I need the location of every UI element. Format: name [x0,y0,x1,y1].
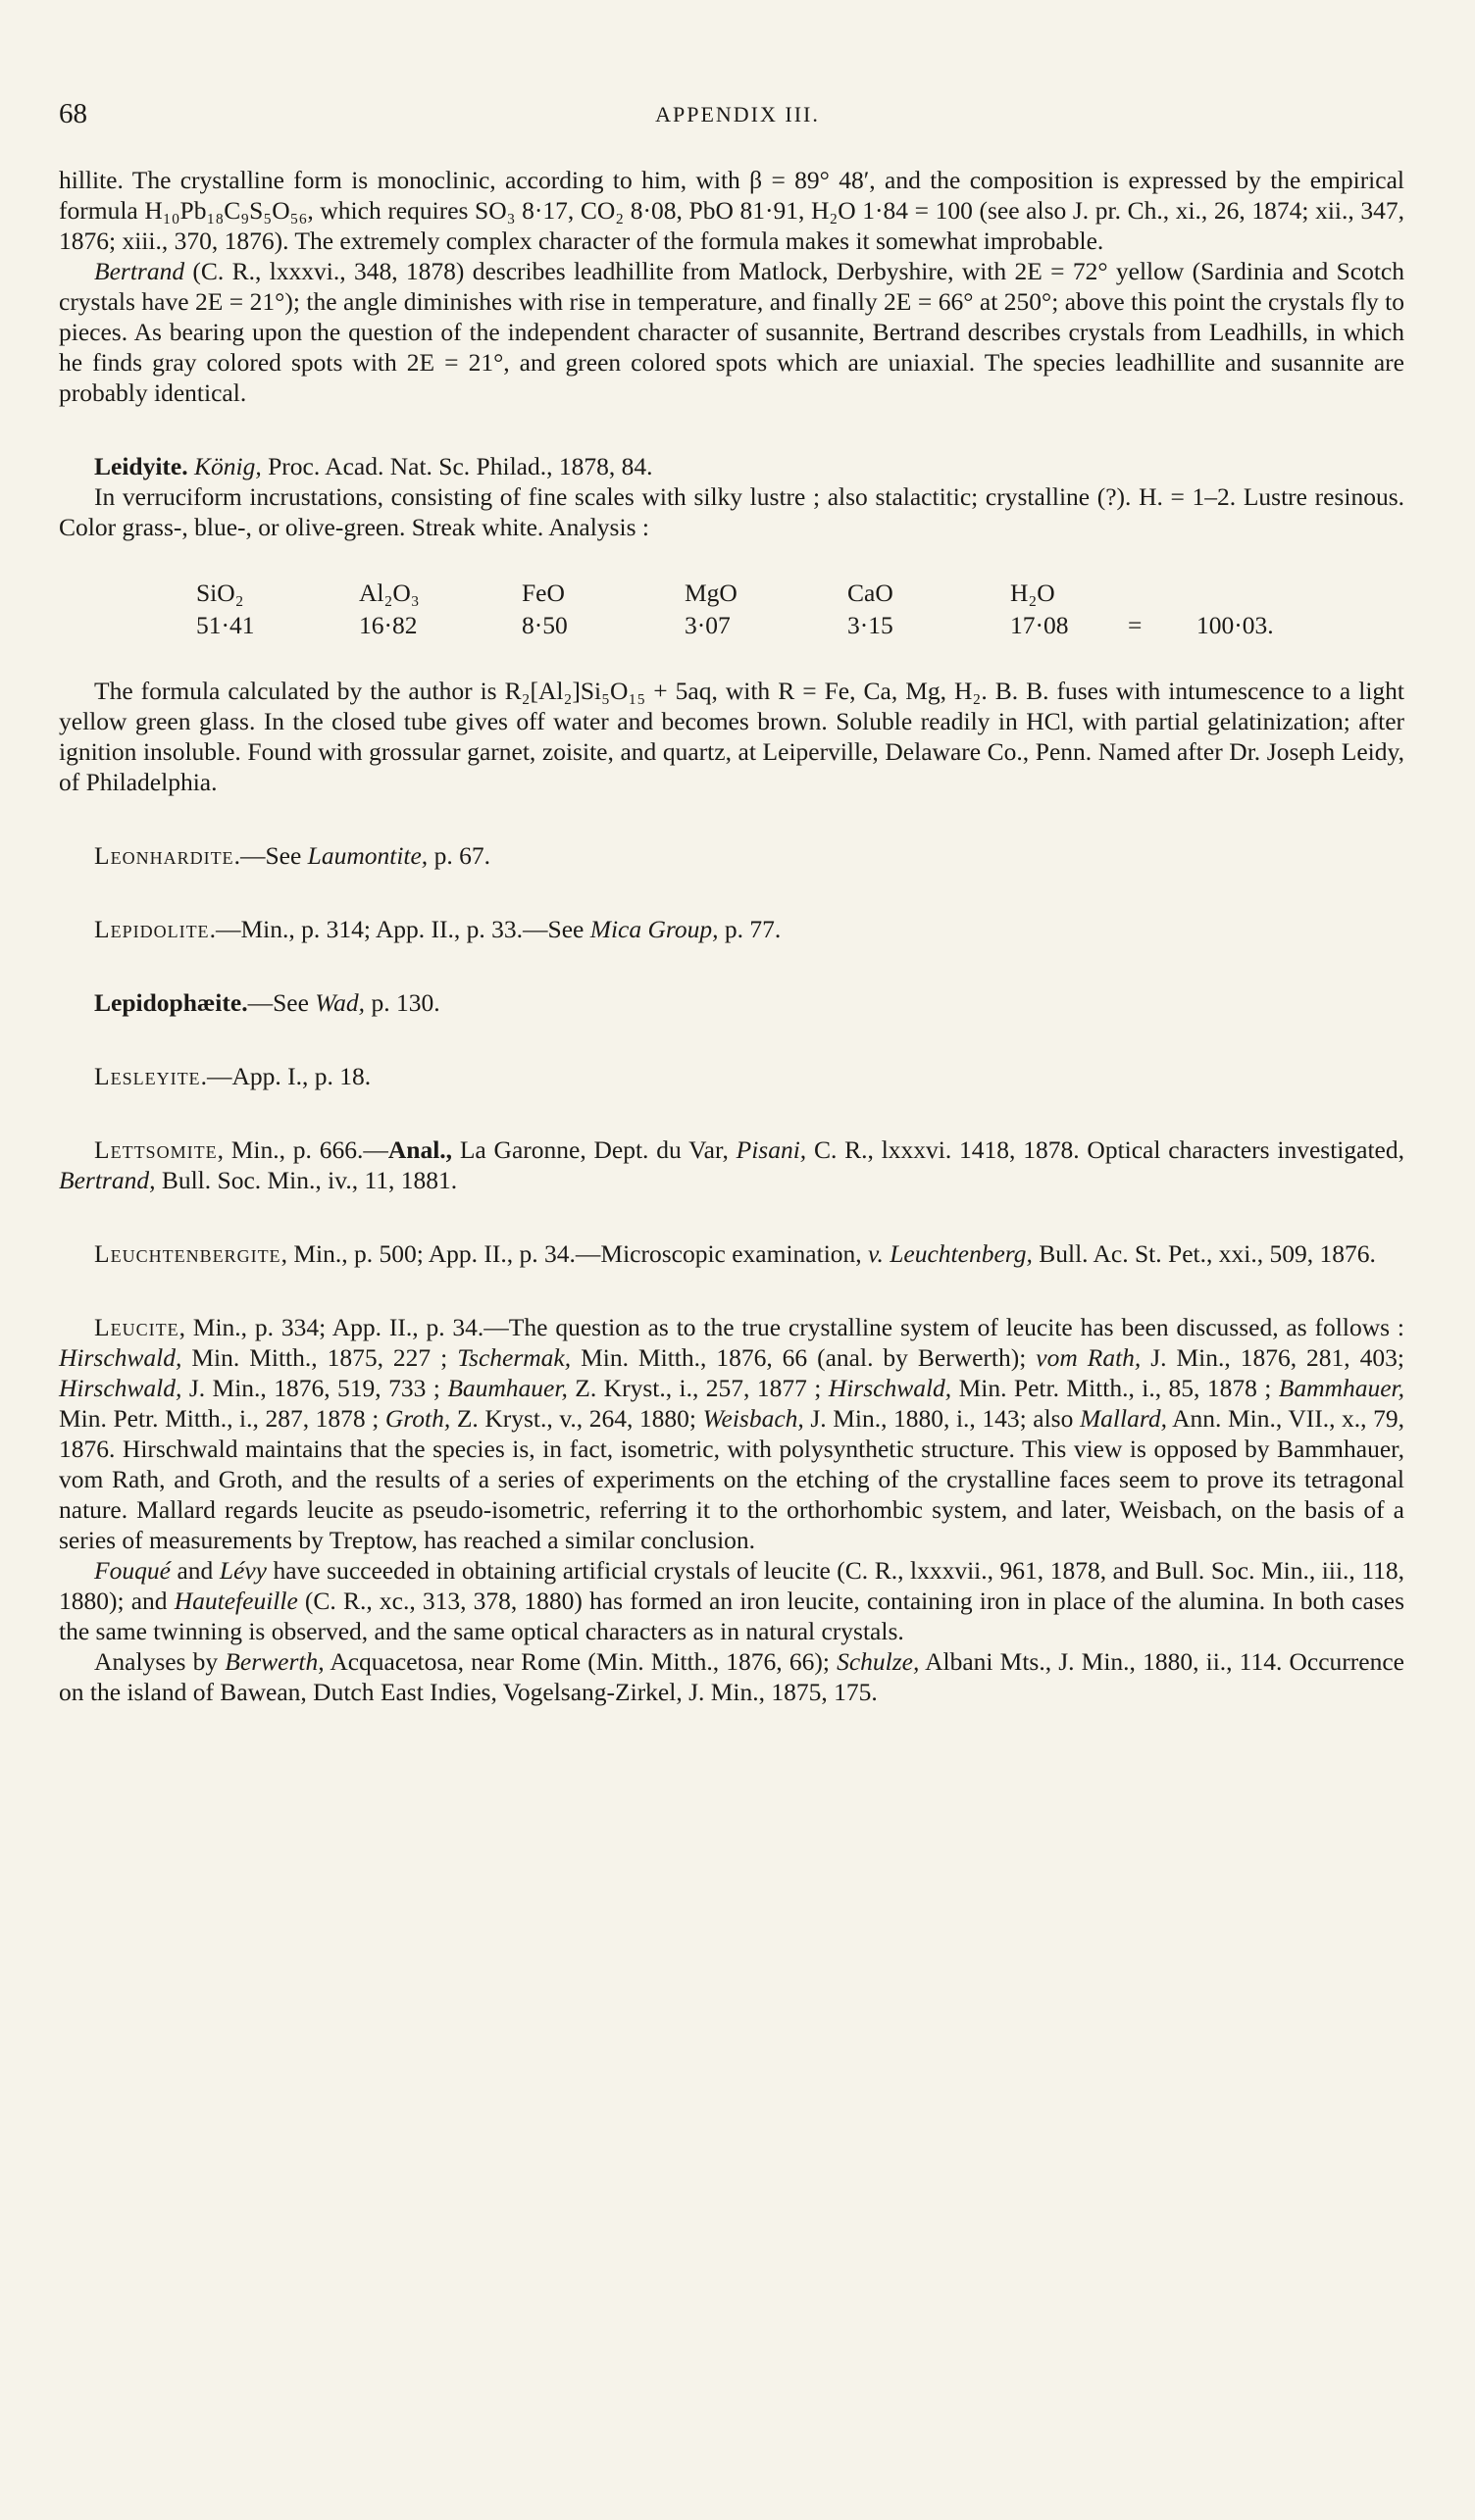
mineral-name: Leucite [94,1313,179,1341]
cross-reference: Laumontite, [307,841,429,870]
mineral-name: Leidyite. [94,452,188,480]
author-name: Baumhauer, [447,1374,568,1402]
entry-text: Min. Petr. Mitth., i., 287, 1878 ; [59,1404,385,1433]
analysis-value: 3·07 [685,611,731,639]
analysis-header: H₂O [1010,579,1055,607]
analysis-total: 100·03. [1196,611,1274,639]
mineral-name: Lepidophæite. [94,988,248,1017]
entry-text: .—See [233,841,308,870]
analysis-value: 17·08 [1010,611,1069,639]
entry-text: p. 77. [718,915,782,943]
mineral-name: Lesleyite [94,1062,201,1090]
entry-lettsomite [59,1134,1404,1195]
analysis-header: Al₂O₃ [359,579,420,607]
paragraph-text: (C. R., lxxxvi., 348, 1878) describes leadhillite from Matlock, Derbyshire, with 2E = 72° yellow (Sardinia and Scotch crystals have 2E = 21°); the angle diminishes with rise in temperature, and finally 2E = 66° at 250°; above this point the crystals fly to pieces. As bearing upon the question of the independent character of susannite, Bertrand describes crystals from Leadhills, in which he finds gray colored spots with 2E = 21°, and green colored spots which are uniaxial. The species leadhillite and susannite are probably identical. [59,257,1404,407]
analysis-label: Anal., [387,1135,453,1164]
mineral-name: Lettsomite [94,1135,218,1164]
entry-text: Min. Mitth., 1876, 66 (anal. by Berwerth); [571,1343,1037,1372]
author-name: Bertrand [94,257,185,285]
author-name: Pisani, [736,1135,807,1164]
page-header [59,98,1416,137]
entry-leonhardite [59,840,1404,871]
abbrev-vide: v. [868,1239,884,1268]
entry-lepidophaeite [59,987,1404,1018]
equals-sign: = [1128,611,1143,639]
analysis-value: 3·15 [847,611,893,639]
entry-text: (C. R., xc., 313, 378, 1880) has formed an iron leucite, containing iron in place of the alumina. In both cases the same twinning is observed, and the same optical characters as in natural crystals. [59,1587,1404,1645]
entry-text: Analyses by [94,1647,226,1676]
author-name: Bammhauer, [1278,1374,1404,1402]
entry-text: Bull. Soc. Min., iv., 11, 1881. [155,1166,458,1194]
entry-text: Z. Kryst., v., 264, 1880; [450,1404,703,1433]
author-name: Hautefeuille [174,1587,298,1615]
analysis-value: 51·41 [196,611,255,639]
author-name: Bertrand, [59,1166,156,1194]
entry-text: and [170,1556,220,1585]
entry-text: Min. Mitth., 1875, 227 ; [181,1343,458,1372]
page-body [59,165,1404,1707]
entry-text: p. 67. [428,841,490,870]
entry-text: Albani Mts., J. Min., 1880, ii., 114. Occurrence on the island of Bawean, Dutch East Indies, Vogelsang-Zirkel, J. Min., 1875, 175. [59,1647,1404,1706]
analysis-header: FeO [522,579,565,607]
cross-reference: Wad, [315,988,366,1017]
entry-lesleyite [59,1061,1404,1091]
entry-text: J. Min., 1880, i., 143; also [803,1404,1080,1433]
entry-text: .—Min., p. 314; App. II., p. 33.—See [209,915,590,943]
analysis-header: MgO [685,579,738,607]
author-name: Hirschwald, [828,1374,952,1402]
reference-text: Proc. Acad. Nat. Sc. Philad., 1878, 84. [261,452,653,480]
author-name: Mallard, [1079,1404,1167,1433]
running-title: APPENDIX III. [655,102,820,126]
analysis-value: 16·82 [359,611,418,639]
paragraph-leadhillite-continued: hillite. The crystalline form is monoclinic, according to him, with β = 89° 48′, and the composition is expressed by the empirical formula H₁₀Pb₁₈C₉S₅O₅₆, which requires SO₃ 8·17, CO₂ 8·08, PbO 81·91, H₂O 1·84 = 100 (see also J. pr. Ch., xi., 26, 1874; xii., 347, 1876; xiii., 370, 1876). The extremely complex character of the formula makes it somewhat improbable. [59,166,1404,255]
analysis-value: 8·50 [522,611,568,639]
author-name: Fouqué [94,1556,171,1585]
entry-leidyite-description: In verruciform incrustations, consisting of fine scales with silky lustre ; also stalactitic; crystalline (?). H. = 1–2. Lustre resinous. Color grass-, blue-, or olive-green. Streak white. Analysis : [59,482,1404,541]
entry-leidyite-formula: The formula calculated by the author is R₂[Al₂]Si₅O₁₅ + 5aq, with R = Fe, Ca, Mg, H₂. B. B. fuses with intumescence to a light yellow green glass. In the closed tube gives off water and becomes brown. Soluble readily in HCl, with partial gelatinization; after ignition insoluble. Found with grossular garnet, zoisite, and quartz, at Leiperville, Delaware Co., Penn. Named after Dr. Joseph Leidy, of Philadelphia. [59,677,1404,796]
mineral-name: Leonhardite [94,841,234,870]
entry-text: have succeeded in obtaining artificial crystals of leucite (C. R., lxxxvii., 961, 1878, and Bull. Soc. Min., iii., 118, 1880); and [59,1556,1404,1615]
entry-leucite [59,1312,1404,1555]
author-name: Leuchtenberg, [883,1239,1033,1268]
page-number: 68 [59,98,87,129]
entry-text: , Min., p. 500; App. II., p. 34.—Microscopic examination, [280,1239,869,1268]
mineral-name: Leuchtenbergite [94,1239,281,1268]
entry-text: Ann. Min., VII., x., 79, 1876. Hirschwald maintains that the species is, in fact, isometric, with polysynthetic structure. This view is opposed by Bammhauer, vom Rath, and Groth, and the results of a series of experiments on the etching of the crystalline faces seem to prove its tetragonal nature. Mallard regards leucite as pseudo-isometric, referring it to the orthorhombic system, and later, Weisbach, on the basis of a series of measurements by Treptow, has reached a similar conclusion. [59,1404,1405,1554]
author-name: Tschermak, [457,1343,572,1372]
analysis-header: CaO [847,579,893,607]
author-name: vom Rath, [1036,1343,1142,1372]
entry-text: J. Min., 1876, 281, 403; [1141,1343,1404,1372]
author-name: Berwerth, [225,1647,325,1676]
entry-leidyite-heading [59,451,1404,481]
entry-leuchtenbergite [59,1238,1404,1269]
entry-text: J. Min., 1876, 519, 733 ; [181,1374,448,1402]
author-name: Weisbach, [702,1404,804,1433]
entry-text: .—App. I., p. 18. [200,1062,372,1090]
entry-leucite-analyses [59,1646,1404,1707]
analysis-header: SiO₂ [196,579,244,607]
entry-text: La Garonne, Dept. du Var, [452,1135,737,1164]
entry-text: Min. Petr. Mitth., i., 85, 1878 ; [951,1374,1279,1402]
entry-leucite-artificial [59,1555,1404,1646]
entry-text: Bull. Ac. St. Pet., xxi., 509, 1876. [1032,1239,1376,1268]
author-name: Schulze, [837,1647,920,1676]
paragraph-bertrand [59,256,1404,408]
entry-text: Acquacetosa, near Rome (Min. Mitth., 1876, 66); [324,1647,838,1676]
entry-text: —See [247,988,316,1017]
entry-text: , Min., p. 334; App. II., p. 34.—The question as to the true crystalline system of leucite has been discussed, as follows : [178,1313,1404,1341]
entry-text: C. R., lxxxvi. 1418, 1878. Optical characters investigated, [806,1135,1404,1164]
author-name: Lévy [219,1556,267,1585]
entry-lepidolite [59,914,1404,944]
author-name: König, [194,452,262,480]
entry-text: , Min., p. 666.— [217,1135,388,1164]
entry-text: p. 130. [365,988,440,1017]
entry-text: Z. Kryst., i., 257, 1877 ; [567,1374,829,1402]
author-name: Hirschwald, [59,1343,182,1372]
author-name: Hirschwald, [59,1374,182,1402]
cross-reference: Mica Group, [589,915,719,943]
author-name: Groth, [384,1404,451,1433]
analysis-table [59,578,1404,640]
mineral-name: Lepidolite [94,915,210,943]
